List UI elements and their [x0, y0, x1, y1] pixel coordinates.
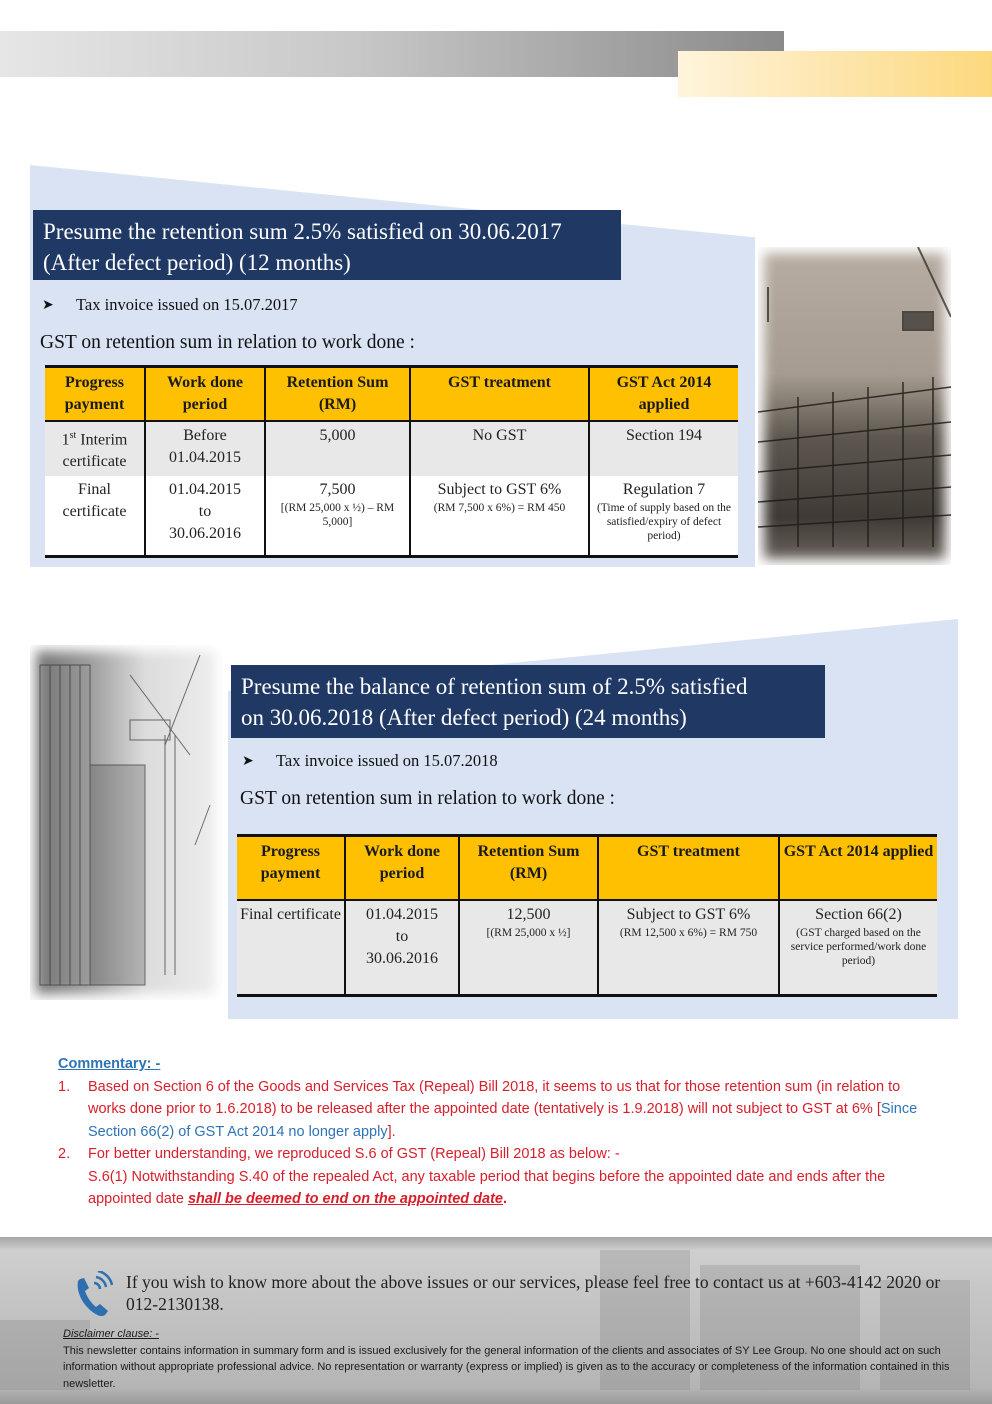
header-progress-payment: Progress payment — [45, 367, 145, 422]
cell-act-applied: Section 194 — [589, 421, 738, 476]
commentary-heading: Commentary: - — [58, 1056, 161, 1072]
header-gst-treatment: GST treatment — [598, 836, 779, 900]
gst-note: (RM 7,500 x 6%) = RM 450 — [433, 502, 566, 515]
header-retention-sum: Retention Sum (RM) — [459, 836, 598, 900]
cell-progress: Final certificate — [237, 900, 345, 996]
contact-text: If you wish to know more about the above issues or our services, please feel free to contact us at +603-4142 2020 or 012-2130138. — [126, 1272, 941, 1314]
section2-title-line1: Presume the balance of retention sum of 2.5% satisfied — [241, 674, 748, 699]
section1-title-line1: Presume the retention sum 2.5% satisfied on 30.06.2017 — [43, 219, 562, 244]
table-header-row — [237, 836, 937, 900]
section1-title-line2: (After defect period) (12 months) — [43, 250, 351, 275]
section1-subheading: GST on retention sum in relation to work done : — [40, 332, 415, 353]
disclaimer-heading: Disclaimer clause: - — [63, 1328, 159, 1340]
section1-table — [45, 365, 738, 558]
commentary-item: 2. For better understanding, we reproduced S.6 of GST (Repeal) Bill 2018 as below: - S.6(1) Notwithstanding S.40 of the repealed Act, any taxable period that begins before the appointed date and ends after the appointed date shall be deemed to end on the appointed date. — [58, 1146, 886, 1207]
cell-gst-treatment: No GST — [410, 421, 589, 476]
cell-work-period: 01.04.2015 to 30.06.2016 — [345, 900, 459, 996]
cell-retention-sum: 5,000 — [265, 421, 410, 476]
arrow-bullet-icon: ➤ — [242, 753, 254, 769]
header-gst-act-applied: GST Act 2014 applied — [589, 367, 738, 422]
contact-info — [72, 1271, 962, 1321]
header-work-done-period: Work done period — [345, 836, 459, 900]
gst-note: (RM 12,500 x 6%) = RM 750 — [619, 926, 758, 939]
cell-retention-sum: 12,500 [(RM 25,000 x ½] — [459, 900, 598, 996]
section1-bullet — [42, 295, 298, 315]
header-gray-bar — [0, 31, 784, 77]
table-row — [45, 421, 738, 476]
commentary-emphasis: shall be deemed to end on the appointed date — [187, 1191, 503, 1207]
table-row — [237, 900, 937, 996]
cell-progress: Final certificate — [45, 476, 145, 556]
disclaimer-text: This newsletter contains information in summary form and is issued exclusively for the general information of the clients and associates of SY Lee Group. No one should act on such information without appropriate professional advice. No representation or warranty (express or implied) is given as to the accuracy or completeness of the information contained in this newsletter. — [63, 1344, 950, 1390]
cell-act-applied: Regulation 7 (Time of supply based on the satisfied/expiry of defect period) — [589, 476, 738, 556]
cell-work-period: Before 01.04.2015 — [145, 421, 265, 476]
commentary — [58, 1053, 938, 1211]
cell-progress: 1st Interim certificate — [45, 421, 145, 476]
section2-bullet-text: Tax invoice issued on 15.07.2018 — [276, 751, 498, 770]
table-row — [45, 476, 738, 556]
table-header-row — [45, 367, 738, 422]
header-gst-act-applied: GST Act 2014 applied — [779, 836, 937, 900]
retention-note: [(RM 25,000 x ½) – RM 5,000] — [280, 502, 395, 529]
header-work-done-period: Work done period — [145, 367, 265, 422]
section1-title — [33, 210, 621, 280]
section2-bullet — [242, 751, 498, 771]
arrow-bullet-icon: ➤ — [42, 297, 54, 313]
phone-icon — [72, 1271, 126, 1321]
cell-retention-sum: 7,500 [(RM 25,000 x ½) – RM 5,000] — [265, 476, 410, 556]
section2-table — [237, 834, 937, 997]
act-note: (Time of supply based on the satisfied/expiry of defect period) — [596, 502, 732, 543]
commentary-item: 1. Based on Section 6 of the Goods and Services Tax (Repeal) Bill 2018, it seems to us that for those retention sum (in relation to works done prior to 1.6.2018) to be released after the appointed date (tentatively is 1.9.2018) will not subject to GST at 6% [Since Section 66(2) of GST Act 2014 no longer apply]. — [58, 1078, 918, 1140]
construction-scaffold-photo — [758, 247, 951, 565]
disclaimer — [63, 1326, 963, 1392]
header-retention-sum: Retention Sum (RM) — [265, 367, 410, 422]
header-gst-treatment: GST treatment — [410, 367, 589, 422]
retention-note: [(RM 25,000 x ½] — [486, 926, 571, 939]
header-gold-bar — [678, 51, 992, 97]
cell-gst-treatment: Subject to GST 6% (RM 12,500 x 6%) = RM 750 — [598, 900, 779, 996]
header-progress-payment: Progress payment — [237, 836, 345, 900]
section2-title-line2: on 30.06.2018 (After defect period) (24 months) — [241, 705, 687, 730]
cell-work-period: 01.04.2015 to 30.06.2016 — [145, 476, 265, 556]
section2-title — [231, 665, 825, 738]
section2-subheading: GST on retention sum in relation to work done : — [240, 788, 615, 809]
act-note: (GST charged based on the service performed/work done period) — [790, 926, 927, 967]
cell-gst-treatment: Subject to GST 6% (RM 7,500 x 6%) = RM 450 — [410, 476, 589, 556]
cell-act-applied: Section 66(2) (GST charged based on the service performed/work done period) — [779, 900, 937, 996]
construction-crane-sketch-photo — [30, 645, 222, 1000]
section1-bullet-text: Tax invoice issued on 15.07.2017 — [76, 295, 298, 314]
